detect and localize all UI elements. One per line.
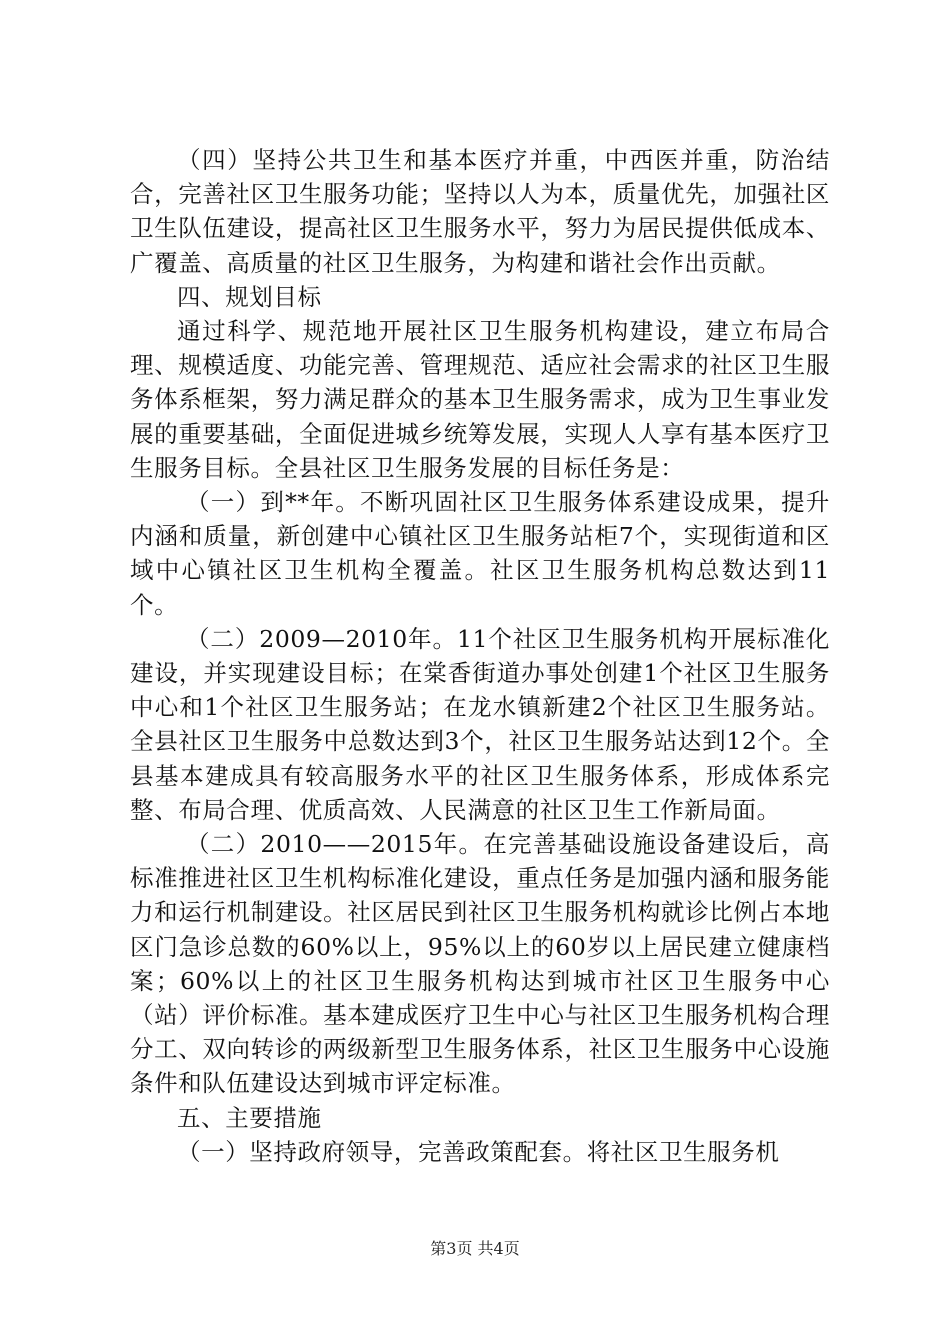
section-heading-main-measures: 五、主要措施 — [177, 1103, 322, 1132]
section-heading-planning-goals: 四、规划目标 — [177, 282, 322, 311]
paragraph-goal-two-2009: （二）2009—2010年。11个社区卫生服务机构开展标准化建设，并实现建设目标；在棠香街道办事处创建1个社区卫生服务中心和1个社区卫生服务站；在龙水镇新建2个社区卫生服务站。全县社区卫生服务中总数达到3个，社区卫生服务站达到12个。全县基本建成具有较高服务水平的社区卫生服务体系，形成体系完整、布局合理、优质高效、人民满意的社区卫生工作新局面。 — [130, 624, 830, 824]
page-number-footer: 第3页 共4页 — [430, 1239, 520, 1258]
paragraph-goal-two-2010: （二）2010——2015年。在完善基础设施设备建设后，高标准推进社区卫生机构标准化建设，重点任务是加强内涵和服务能力和运行机制建设。社区居民到社区卫生服务机构就诊比例占本地区门急诊总数的60%以上，95%以上的60岁以上居民建立健康档案；60%以上的社区卫生服务机构达到城市社区卫生服务中心（站）评价标准。基本建成医疗卫生中心与社区卫生服务机构合理分工、双向转诊的两级新型卫生服务体系，社区卫生服务中心设施条件和队伍建设达到城市评定标准。 — [130, 830, 830, 1098]
paragraph-principle-four: （四）坚持公共卫生和基本医疗并重，中西医并重，防治结合，完善社区卫生服务功能；坚持以人为本，质量优先，加强社区卫生队伍建设，提高社区卫生服务水平，努力为居民提供低成本、广覆盖、高质量的社区卫生服务，为构建和谐社会作出贡献。 — [130, 146, 830, 277]
document-body — [130, 143, 830, 1169]
paragraph-measure-one: （一）坚持政府领导，完善政策配套。将社区卫生服务机 — [177, 1137, 780, 1166]
paragraph-goal-one: （一）到**年。不断巩固社区卫生服务体系建设成果，提升内涵和质量，新创建中心镇社区卫生服务站柜7个，实现街道和区域中心镇社区卫生机构全覆盖。社区卫生服务机构总数达到11个。 — [130, 488, 830, 619]
paragraph-goals-intro: 通过科学、规范地开展社区卫生服务机构建设，建立布局合理、规模适度、功能完善、管理规范、适应社会需求的社区卫生服务体系框架，努力满足群众的基本卫生服务需求，成为卫生事业发展的重要基础，全面促进城乡统筹发展，实现人人享有基本医疗卫生服务目标。全县社区卫生服务发展的目标任务是： — [130, 317, 830, 482]
